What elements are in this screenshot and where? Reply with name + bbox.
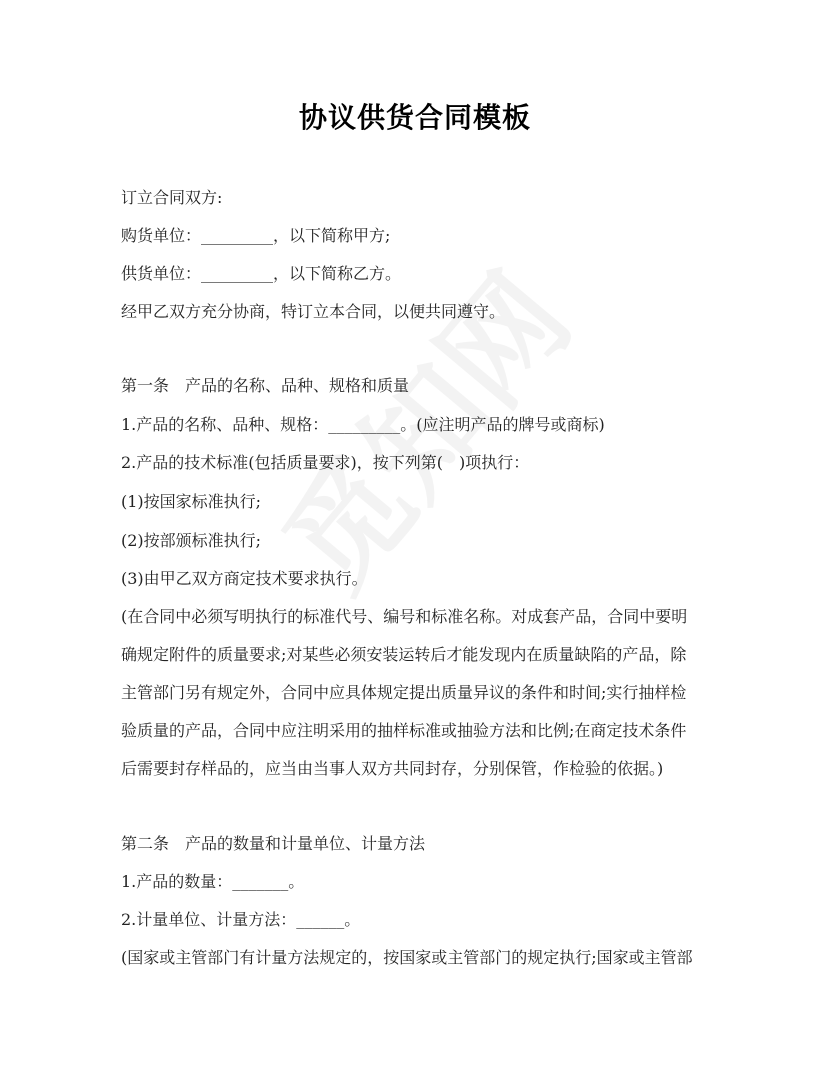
article-1-line: 2.产品的技术标准(包括质量要求)，按下列第( )项执行： bbox=[121, 453, 530, 472]
article-1-note-line: 确规定附件的质量要求;对某些必须安装运转后才能发现内在质量缺陷的产品，除 bbox=[121, 645, 687, 664]
article-1-line: (2)按部颁标准执行; bbox=[121, 531, 262, 550]
document-title: 协议供货合同模板 bbox=[298, 101, 531, 134]
article-1-heading: 第一条 产品的名称、品种、规格和质量 bbox=[121, 376, 410, 395]
article-1-note-line: (在合同中必须写明执行的标准代号、编号和标准名称。对成套产品，合同中要明 bbox=[121, 607, 688, 626]
intro-line: 购货单位：_________，以下简称甲方; bbox=[121, 226, 391, 245]
intro-line: 订立合同双方: bbox=[121, 188, 223, 207]
article-1-note-line: 后需要封存样品的，应当由当事人双方共同封存，分别保管，作检验的依据。) bbox=[121, 759, 664, 778]
intro-line: 经甲乙双方充分协商，特订立本合同，以便共同遵守。 bbox=[121, 302, 506, 321]
article-1-line: (3)由甲乙双方商定技术要求执行。 bbox=[121, 569, 368, 588]
intro-line: 供货单位：_________，以下简称乙方。 bbox=[121, 264, 402, 283]
article-2-line: 2.计量单位、计量方法：______。 bbox=[121, 910, 361, 929]
article-2-heading: 第二条 产品的数量和计量单位、计量方法 bbox=[121, 834, 426, 853]
article-2-line: 1.产品的数量：_______。 bbox=[121, 872, 305, 891]
article-1-note-line: 验质量的产品，合同中应注明采用的抽样标准或抽验方法和比例;在商定技术条件 bbox=[121, 721, 687, 740]
article-1-line: 1.产品的名称、品种、规格：_________。(应注明产品的牌号或商标) bbox=[121, 415, 605, 434]
article-2-note-line: (国家或主管部门有计量方法规定的，按国家或主管部门的规定执行;国家或主管部 bbox=[121, 948, 693, 967]
article-1-note-line: 主管部门另有规定外，合同中应具体规定提出质量异议的条件和时间;实行抽样检 bbox=[121, 683, 687, 702]
article-1-line: (1)按国家标准执行; bbox=[121, 492, 262, 511]
